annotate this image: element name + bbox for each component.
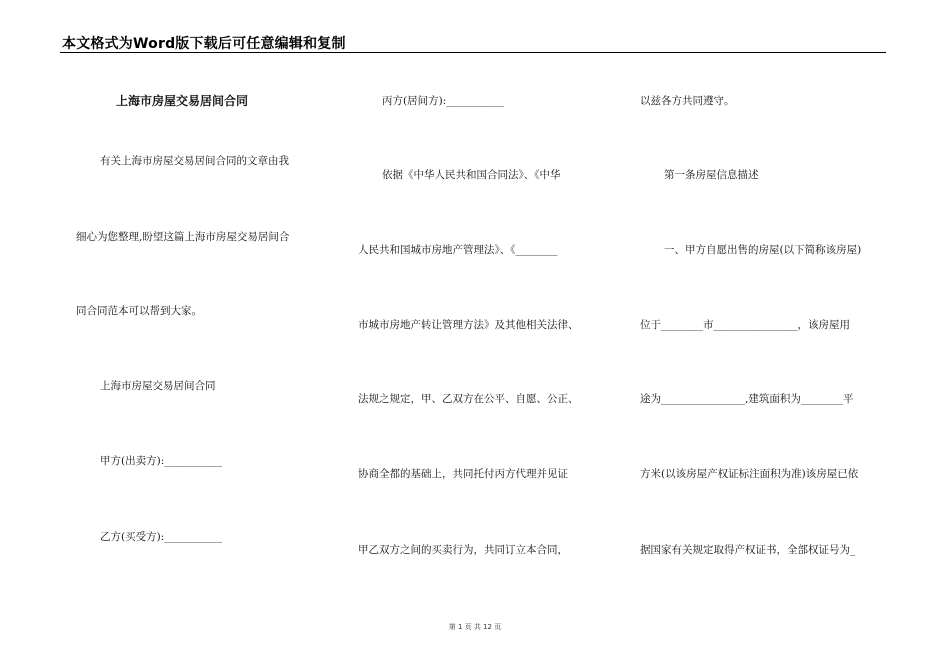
party-b-line: 乙方(买受方):___________ — [100, 531, 222, 543]
paragraph-line: 细心为您整理,盼望这篇上海市房屋交易居间合 — [76, 231, 290, 243]
paragraph-line: 人民共和国城市房地产管理法》、《________ — [358, 244, 558, 256]
paragraph-line: 方米(以该房屋产权证标注面积为准)该房屋已依 — [640, 468, 859, 480]
paragraph-line: 据国家有关规定取得产权证书，全部权证号为_ — [640, 544, 856, 556]
paragraph-line: 法规之规定，甲、乙双方在公平、自愿、公正、 — [358, 393, 579, 405]
paragraph-line: 依据《中华人民共和国合同法》、《中华 — [382, 169, 561, 181]
header-divider — [60, 52, 886, 53]
paragraph-line: 市城市房地产转让管理方法》及其他相关法律、 — [358, 319, 579, 331]
section-heading: 第一条房屋信息描述 — [664, 169, 759, 181]
paragraph-line: 途为________________,建筑面积为________平 — [640, 393, 854, 405]
paragraph-line: 上海市房屋交易居间合同 — [100, 380, 216, 392]
paragraph-line: 甲乙双方之间的买卖行为，共同订立本合同， — [358, 544, 568, 556]
paragraph-line: 有关上海市房屋交易居间合同的文章由我 — [100, 155, 289, 167]
party-c-line: 丙方(居间方):___________ — [382, 95, 504, 107]
paragraph-line: 以兹各方共同遵守。 — [640, 95, 735, 107]
party-a-line: 甲方(出卖方):___________ — [100, 455, 222, 467]
page-number-footer: 第 1 页 共 12 页 — [448, 623, 502, 631]
contract-title: 上海市房屋交易居间合同 — [116, 94, 249, 108]
paragraph-line: 协商全都的基础上，共同托付丙方代理并见证 — [358, 468, 568, 480]
document-header-title: 本文格式为Word版下载后可任意编辑和复制 — [62, 36, 346, 52]
paragraph-line: 位于________市________________，该房屋用 — [640, 319, 850, 331]
paragraph-line: 一、甲方自愿出售的房屋(以下简称该房屋) — [664, 244, 862, 256]
paragraph-line: 同合同范本可以帮到大家。 — [76, 305, 202, 317]
